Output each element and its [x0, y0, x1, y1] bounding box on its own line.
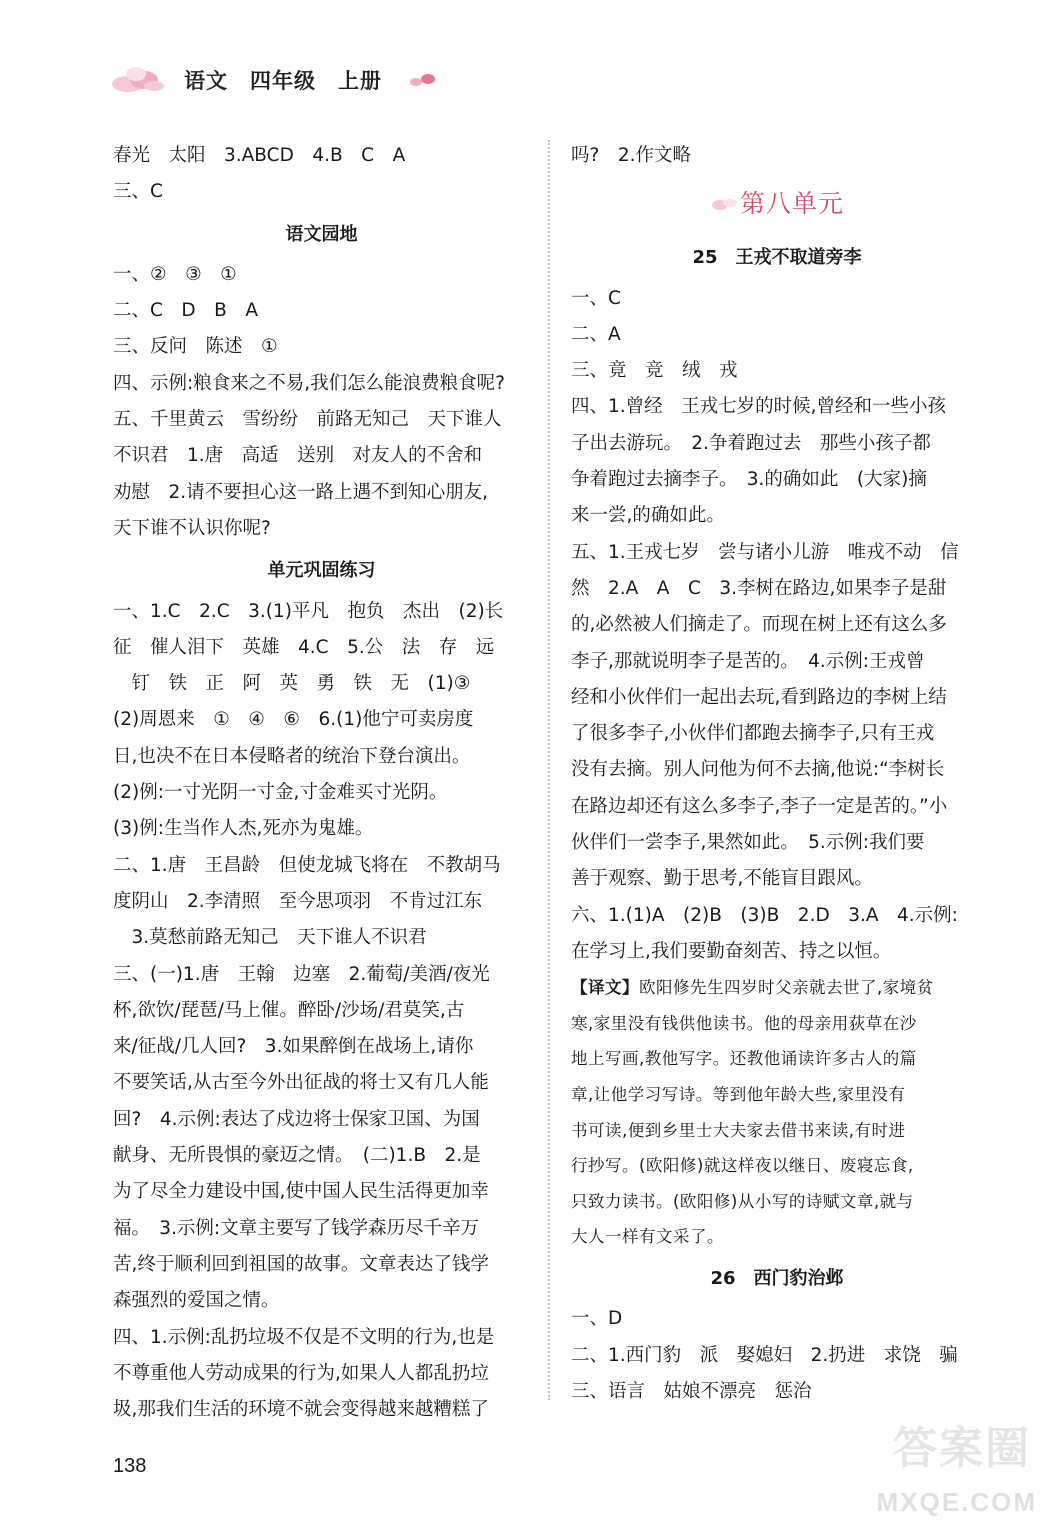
header-title: [184, 65, 404, 95]
answer-line: 征 催人泪下 英雄 4.C 5.公 法 存 远: [113, 636, 495, 658]
answer-line: 吗? 2.作文略: [571, 145, 691, 166]
translation-line: 地上写画,教他写字。还教他诵读许多古人的篇: [571, 1049, 917, 1069]
answer-line: 不识君 1.唐 高适 送别 对友人的不舍和: [113, 445, 483, 467]
answer-line: 三、竟 竞 绒 戎: [571, 360, 738, 382]
answer-line: 二、C D B A: [113, 300, 259, 322]
answer-line: 杯,欲饮/琵琶/马上催。醉卧/沙场/君莫笑,古: [113, 999, 465, 1021]
answer-line: 五、1.王戎七岁 尝与诸小儿游 唯戎不动 信: [571, 541, 959, 563]
answer-line: 善于观察、勤于思考,不能盲目跟风。: [571, 868, 873, 890]
answer-line: 三、反问 陈述 ①: [113, 336, 278, 358]
answer-line: 三、C: [113, 181, 163, 203]
lesson-25-title: 25 王戎不取道旁李: [692, 247, 862, 269]
answer-line: 二、A: [571, 323, 621, 345]
answer-line: 的,必然被人们摘走了。而现在树上还有这么多: [571, 614, 947, 636]
translation-block: [571, 970, 983, 1255]
left-column: [113, 138, 530, 1428]
answer-line: 二、1.唐 王昌龄 但使龙城飞将在 不教胡马: [113, 854, 501, 876]
petal-decoration-icon: [710, 193, 740, 215]
translation-tag: 【译文】: [571, 978, 639, 998]
answer-line: 来/征战/几人回? 3.如果醉倒在战场上,请你: [113, 1036, 474, 1058]
answer-line: 天下谁不认识你呢?: [113, 517, 271, 539]
watermark-site: MXQE.COM: [876, 1487, 1037, 1517]
answer-line: 一、D: [571, 1308, 623, 1330]
answer-line: 3.莫愁前路无知己 天下谁人不识君: [113, 927, 427, 949]
answer-line: 来一尝,的确如此。: [571, 505, 725, 527]
answer-line: 不尊重他人劳动成果的行为,如果人人都乱扔垃: [113, 1362, 489, 1384]
answer-line: 四、1.曾经 王戎七岁的时候,曾经和一些小孩: [571, 396, 947, 418]
answer-line: 二、1.西门豹 派 娶媳妇 2.扔进 求饶 骗: [571, 1344, 958, 1366]
column-divider: [548, 140, 550, 1400]
watermark-logo: 答案圈: [893, 1423, 1031, 1474]
unit-banner: [571, 174, 983, 234]
header-grade: 四年级: [250, 69, 316, 93]
translation-line: [571, 970, 983, 1006]
translation-text: 欧阳修先生四岁时父亲就去世了,家境贫: [639, 978, 934, 998]
answer-line: 争着跑过去摘李子。 3.的确如此 (大家)摘: [571, 469, 927, 491]
answer-line: 一、C: [571, 287, 621, 309]
answer-line: 四、1.示例:乱扔垃圾不仅是不文明的行为,也是: [113, 1326, 495, 1348]
unit-title: 第八单元: [739, 189, 844, 219]
answer-line: 不要笑话,从古至今外出征战的将士又有几人能: [113, 1072, 489, 1094]
right-column: [571, 138, 983, 1410]
flower-decoration-icon: [110, 62, 168, 98]
answer-line: 在路边却还有这么多李子,李子一定是苦的。”小: [571, 795, 948, 817]
answer-line: 春光 太阳 3.ABCD 4.B C A: [113, 145, 406, 166]
header-volume: 上册: [338, 69, 382, 93]
answer-line: (3)例:生当作人杰,死亦为鬼雄。: [113, 818, 374, 840]
answer-line: 在学习上,我们要勤奋刻苦、持之以恒。: [571, 940, 892, 962]
translation-line: 大人一样有文采了。: [571, 1227, 724, 1247]
answer-line: 回? 4.示例:表达了戍边将士保家卫国、为国: [113, 1108, 480, 1130]
answer-line: (2)例:一寸光阴一寸金,寸金难买寸光阴。: [113, 782, 448, 804]
petal-decoration-icon: [408, 70, 438, 90]
answer-line: 没有去摘。别人问他为何不去摘,他说:“李树长: [571, 759, 945, 781]
answer-line: 李子,那就说明李子是苦的。 4.示例:王戎曾: [571, 650, 925, 672]
translation-line: 只致力读书。(欧阳修)从小写的诗赋文章,就与: [571, 1191, 914, 1211]
answer-line: 为了尽全力建设中国,使中国人民生活得更加幸: [113, 1181, 489, 1203]
answer-line: 福。 3.示例:文章主要写了钱学森历尽千辛万: [113, 1217, 480, 1239]
answer-line: 劝慰 2.请不要担心这一路上遇不到知心朋友,: [113, 481, 489, 503]
section-title-yuwen-yuandi: 语文园地: [285, 223, 358, 245]
answer-line: 钉 铁 正 阿 英 勇 铁 无 (1)③: [113, 673, 471, 695]
answer-line: 六、1.(1)A (2)B (3)B 2.D 3.A 4.示例:: [571, 904, 958, 926]
translation-line: 寒,家里没有钱供他读书。他的母亲用荻草在沙: [571, 1013, 917, 1033]
translation-line: 章,让他学习写诗。等到他年龄大些,家里没有: [571, 1085, 906, 1105]
answer-line: 苦,终于顺利回到祖国的故事。文章表达了钱学: [113, 1253, 489, 1275]
answer-line: 一、1.C 2.C 3.(1)平凡 抱负 杰出 (2)长: [113, 600, 504, 622]
answer-line: 伙伴们一尝李子,果然如此。 5.示例:我们要: [571, 832, 925, 854]
answer-line: (2)周恩来 ① ④ ⑥ 6.(1)他宁可卖房度: [113, 709, 474, 731]
answer-line: 森强烈的爱国之情。: [113, 1290, 280, 1312]
section-title-unit-review: 单元巩固练习: [267, 560, 376, 582]
answer-line: 然 2.A A C 3.李树在路边,如果李子是甜: [571, 577, 947, 599]
page-number: 138: [113, 1455, 147, 1477]
answer-line: 经和小伙伴们一起出去玩,看到路边的李树上结: [571, 686, 947, 708]
page-header: [110, 58, 438, 102]
answer-line: 三、语言 姑娘不漂亮 惩治: [571, 1380, 812, 1402]
watermark: [861, 1412, 1041, 1522]
answer-line: 四、示例:粮食来之不易,我们怎么能浪费粮食呢?: [113, 372, 505, 394]
answer-line: 了很多李子,小伙伴们都跑去摘李子,只有王戎: [571, 723, 935, 745]
answer-line: 一、② ③ ①: [113, 263, 237, 285]
answer-line: 献身、无所畏惧的豪迈之情。 (二)1.B 2.是: [113, 1145, 481, 1167]
answer-line: 度阴山 2.李清照 至今思项羽 不肯过江东: [113, 890, 483, 912]
answer-line: 五、千里黄云 雪纷纷 前路无知己 天下谁人: [113, 409, 502, 431]
translation-line: 行抄写。(欧阳修)就这样夜以继日、废寝忘食,: [571, 1156, 914, 1176]
translation-line: 书可读,便到乡里士大夫家去借书来读,有时进: [571, 1120, 906, 1140]
answer-line: 三、(一)1.唐 王翰 边塞 2.葡萄/美酒/夜光: [113, 963, 490, 985]
header-subject: 语文: [184, 69, 228, 93]
lesson-26-title: 26 西门豹治邺: [710, 1267, 844, 1289]
answer-line: 子出去游玩。 2.争着跑过去 那些小孩子都: [571, 432, 931, 454]
answer-line: 日,也决不在日本侵略者的统治下登台演出。: [113, 745, 471, 767]
answer-line: 圾,那我们生活的环境不就会变得越来越糟糕了: [113, 1399, 489, 1421]
